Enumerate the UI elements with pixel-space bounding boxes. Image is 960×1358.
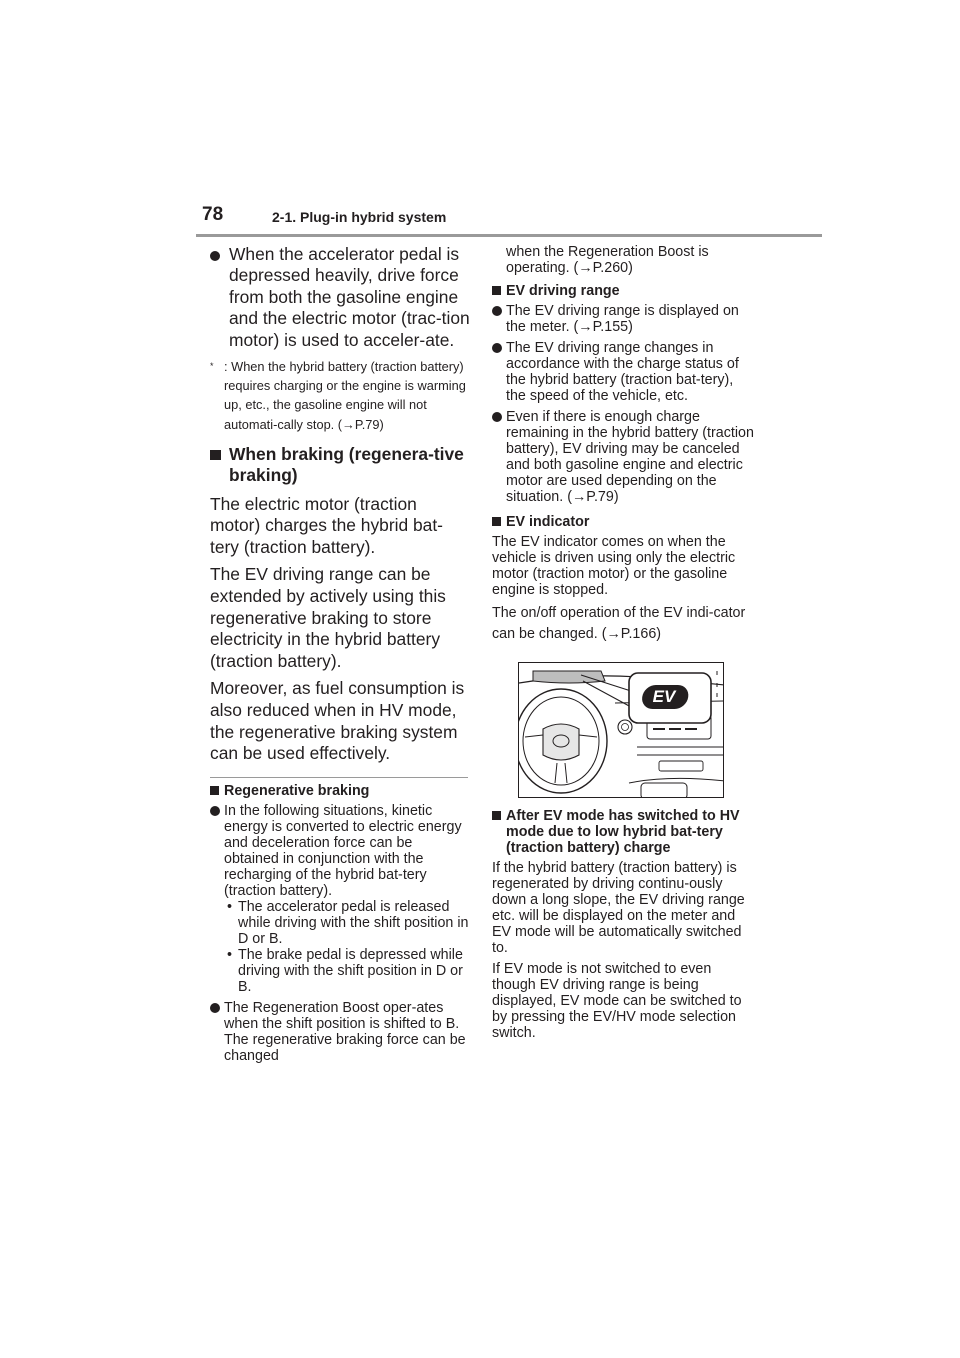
paragraph-ev-hv-switch: If EV mode is not switched to even though EV driving range is being displayed, EV mode can be switched to by pressing the EV/HV mode selection switch. xyxy=(492,961,742,1041)
section-title: 2-1. Plug-in hybrid system xyxy=(272,209,447,225)
ev-badge-label: EV xyxy=(652,687,676,706)
heading-after-ev-switch xyxy=(492,808,754,856)
paragraph-ev-range-extended: The EV driving range can be extended by actively using this regenerative braking to store electricity in the hybrid battery (traction battery). xyxy=(210,564,446,671)
heading-regenerative-braking xyxy=(210,444,470,487)
heading-square xyxy=(492,286,501,295)
bullet-ev-canceled: Even if there is enough charge remaining in the hybrid battery (traction battery), EV driving may be canceled and both gasoline engine and electric motor are used depending on the situation. (→P.79) xyxy=(492,409,754,505)
paragraph-fuel-consumption: Moreover, as fuel consumption is also reduced when in HV mode, the regenerative braking system can be used effectively. xyxy=(210,678,465,764)
bullet-dot xyxy=(210,1003,220,1013)
section-divider xyxy=(210,777,468,778)
heading-square xyxy=(492,811,501,820)
heading-ev-indicator xyxy=(492,514,754,530)
page-header xyxy=(196,204,822,238)
continued-text: when the Regeneration Boost is operating. (→P.260) xyxy=(506,244,709,276)
footnote xyxy=(210,357,470,434)
heading-square xyxy=(210,786,219,795)
bullet-text: When the accelerator pedal is depressed heavily, drive force from both the gasoline engine and the electric motor (trac-tion motor) is used to acceler-ate. xyxy=(229,244,470,350)
heading-square xyxy=(210,450,221,460)
bullet-dot xyxy=(210,806,220,816)
header-rule xyxy=(196,234,822,237)
sub-item-accelerator-released: • The accelerator pedal is released while driving with the shift position in D or B. xyxy=(227,898,469,947)
heading-text: EV indicator xyxy=(506,514,590,530)
bullet-range-changes: The EV driving range changes in accordance with the charge status of the hybrid battery (traction bat-tery), the speed of the vehicle, etc. xyxy=(492,340,754,404)
bullet-dot xyxy=(492,306,502,316)
heading-text: Regenerative braking xyxy=(224,782,370,799)
bullet-accelerator xyxy=(210,244,470,351)
dashboard-drawing xyxy=(519,663,724,798)
bullet-dot xyxy=(492,412,502,422)
footnote-text: : When the hybrid battery (traction battery) requires charging or the engine is warming up, etc., the gasoline engine will not automati-cally stop. (→P.79) xyxy=(224,359,466,432)
heading-square xyxy=(492,517,501,526)
bullet-kinetic-energy xyxy=(210,803,470,995)
footnote-mark: * xyxy=(210,361,214,372)
bullet-text: The Regeneration Boost oper-ates when the shift position is shifted to B. The regenerative braking force can be changed xyxy=(224,999,466,1064)
sub-item-brake-depressed: • The brake pedal is depressed while driving with the shift position in D or B. xyxy=(227,946,463,995)
heading-ev-driving-range xyxy=(492,283,754,299)
bullet-text: In the following situations, kinetic energy is converted to electric energy and deceleration force can be obtained in conjunction with the recharging of the hybrid bat-tery (traction battery). xyxy=(224,802,462,899)
paragraph-regenerated: If the hybrid battery (traction battery) is regenerated by driving continu-ously down a long slope, the EV driving range etc. will be displayed on the meter and EV mode will be automatically switched to. xyxy=(492,860,745,956)
heading-text: After EV mode has switched to HV mode due to low hybrid bat-tery (traction battery) charge xyxy=(506,808,740,856)
paragraph-ev-indicator: The EV indicator comes on when the vehicle is driven using only the electric motor (traction motor) or the gasoline engine is stopped. xyxy=(492,534,736,598)
sub-list xyxy=(224,899,470,995)
heading-text: When braking (regenera-tive braking) xyxy=(229,443,464,486)
bullet-range-displayed: The EV driving range is displayed on the meter. (→P.155) xyxy=(492,303,754,335)
paragraph-motor-charges: The electric motor (traction motor) charges the hybrid bat-tery (traction battery). xyxy=(210,493,443,557)
heading-text: EV driving range xyxy=(506,283,620,299)
page-number: 78 xyxy=(202,204,224,225)
bullet-dot xyxy=(492,343,502,353)
left-column xyxy=(210,244,470,1069)
right-column xyxy=(492,244,754,1046)
bullet-regeneration-boost xyxy=(210,1000,470,1064)
bullet-dot xyxy=(210,251,220,261)
heading-regen-braking-small xyxy=(210,783,470,799)
dashboard-illustration xyxy=(518,662,724,798)
paragraph-ev-indicator-onoff: The on/off operation of the EV indi-cator can be changed. (→P.166) xyxy=(492,605,746,642)
